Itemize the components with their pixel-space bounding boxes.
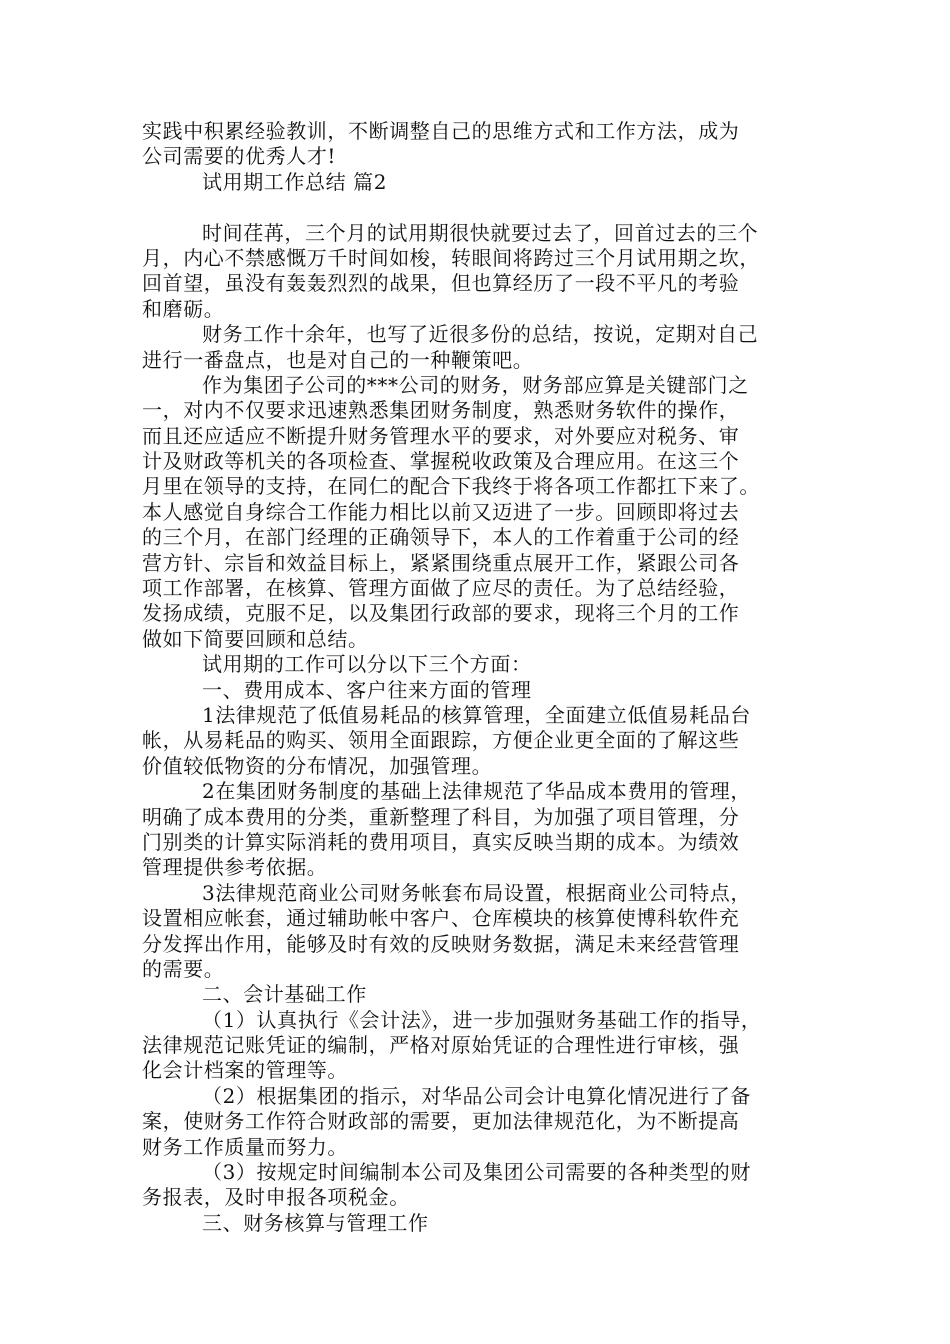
- text-line: 三、财务核算与管理工作: [202, 1210, 429, 1235]
- text-line: 管理提供参考依据。: [142, 855, 328, 880]
- text-line: 明确了成本费用的分类，重新整理了科目，为加强了项目管理，分: [142, 804, 740, 829]
- text-line: 财务工作十余年，也写了近很多份的总结，按说，定期对自己: [202, 322, 759, 347]
- text-line: 进行一番盘点，也是对自己的一种鞭策吧。: [142, 347, 534, 372]
- text-line: 一、费用成本、客户往来方面的管理: [202, 677, 532, 702]
- text-line: 帐，从易耗品的购买、领用全面跟踪，方便企业更全面的了解这些: [142, 728, 740, 753]
- text-line: 月里在领导的支持，在同仁的配合下我终于将各项工作都扛下来了。: [142, 474, 760, 499]
- text-line: 一，对内不仅要求迅速熟悉集团财务制度，熟悉财务软件的操作，: [142, 398, 740, 423]
- text-line: 分发挥出作用，能够及时有效的反映财务数据，满足未来经营管理: [142, 931, 740, 956]
- text-line: 设置相应帐套，通过辅助帐中客户、仓库模块的核算使博科软件充: [142, 906, 740, 931]
- text-line: 计及财政等机关的各项检查、掌握税收政策及合理应用。在这三个: [142, 449, 740, 474]
- text-line: 回首望，虽没有轰轰烈烈的战果，但也算经历了一段不平凡的考验: [142, 271, 740, 296]
- text-line: 试用期的工作可以分以下三个方面：: [202, 652, 532, 677]
- text-line: 项工作部署，在核算、管理方面做了应尽的责任。为了总结经验，: [142, 576, 740, 601]
- text-line: 的需要。: [142, 956, 225, 981]
- text-line: 和磨砺。: [142, 296, 225, 321]
- text-line: 月，内心不禁感慨万千时间如梭，转眼间将跨过三个月试用期之坎，: [142, 245, 760, 270]
- text-line: 化会计档案的管理等。: [142, 1058, 348, 1083]
- text-line: 门别类的计算实际消耗的费用项目，真实反映当期的成本。为绩效: [142, 829, 740, 854]
- text-line: 本人感觉自身综合工作能力相比以前又迈进了一步。回顾即将过去: [142, 499, 740, 524]
- document-body: [142, 119, 822, 1236]
- text-line: 2在集团财务制度的基础上法律规范了华品成本费用的管理，: [202, 779, 751, 804]
- text-line: 公司需要的优秀人才!: [142, 144, 337, 169]
- text-line: （1）认真执行《会计法》，进一步加强财务基础工作的指导，: [202, 1007, 762, 1032]
- text-line: 的三个月，在部门经理的正确领导下，本人的工作着重于公司的经: [142, 525, 740, 550]
- text-line: 发扬成绩，克服不足，以及集团行政部的要求，现将三个月的工作: [142, 601, 740, 626]
- blank-line: [142, 195, 822, 220]
- text-line: 务报表，及时申报各项税金。: [142, 1185, 410, 1210]
- text-line: 做如下简要回顾和总结。: [142, 626, 369, 651]
- text-line: 二、会计基础工作: [202, 982, 367, 1007]
- text-line: 法律规范记账凭证的编制，严格对原始凭证的合理性进行审核，强: [142, 1033, 740, 1058]
- text-line: 3法律规范商业公司财务帐套布局设置，根据商业公司特点，: [202, 880, 751, 905]
- text-line: 价值较低物资的分布情况，加强管理。: [142, 753, 493, 778]
- text-line: （3）按规定时间编制本公司及集团公司需要的各种类型的财: [202, 1160, 751, 1185]
- text-line: 营方针、宗旨和效益目标上，紧紧围绕重点展开工作，紧跟公司各: [142, 550, 740, 575]
- text-line: 试用期工作总结 篇2: [202, 169, 388, 194]
- text-line: 1法律规范了低值易耗品的核算管理，全面建立低值易耗品台: [202, 702, 751, 727]
- text-line: 时间荏苒，三个月的试用期很快就要过去了，回首过去的三个: [202, 220, 759, 245]
- text-line: 而且还应适应不断提升财务管理水平的要求，对外要应对税务、审: [142, 423, 740, 448]
- text-line: 案，使财务工作符合财政部的需要，更加法律规范化，为不断提高: [142, 1109, 740, 1134]
- text-line: 实践中积累经验教训，不断调整自己的思维方式和工作方法，成为: [142, 119, 740, 143]
- text-line: 作为集团子公司的***公司的财务，财务部应算是关键部门之: [202, 372, 749, 397]
- text-line: （2）根据集团的指示，对华品公司会计电算化情况进行了备: [202, 1083, 751, 1108]
- text-line: 财务工作质量而努力。: [142, 1134, 348, 1159]
